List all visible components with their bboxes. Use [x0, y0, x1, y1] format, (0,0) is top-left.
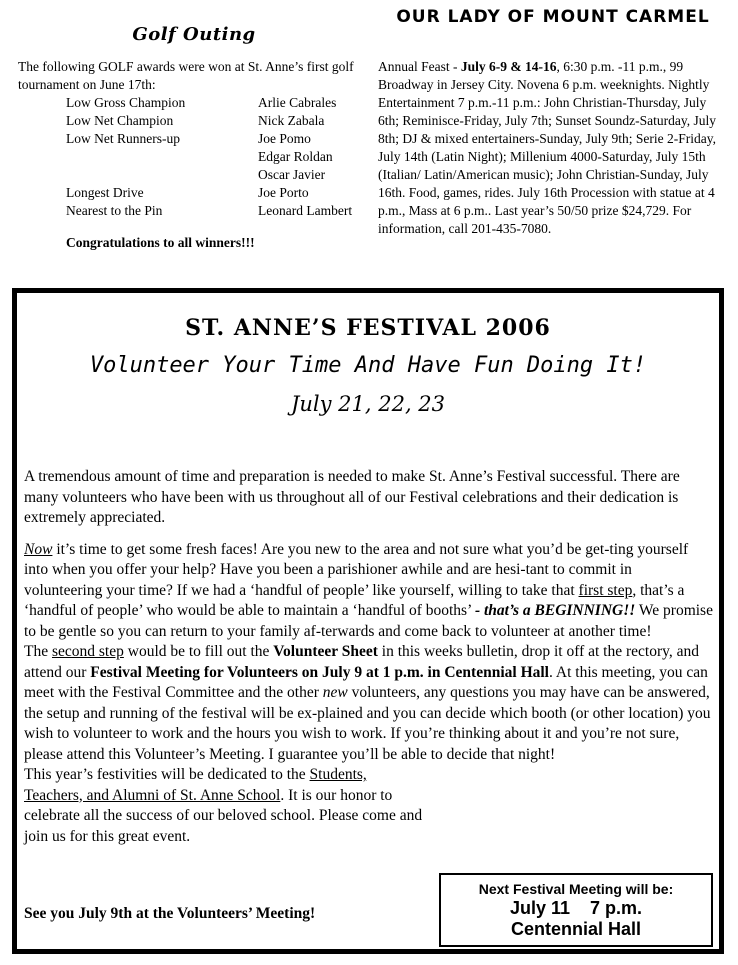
- olmc-details: , 6:30 p.m. -11 p.m., 99 Broadway in Jersey City. Novena 6 p.m. weeknights. Nightly Entertainment 7 p.m.-11 p.m.: John Christian-Thursday, July 6th; Reminisce-Friday, July 7th; Sunset Soundz-Saturday, July 8th; DJ & mixed entertainers-Sunday, July 9th; Serie 2-Friday, July 14th (Latin Night); Millenium 4000-Saturday, July 15th (Italian/ Latin/American music); John Christian-Sunday, July 16th. Food, games, rides. July 16th Procession with statue at 4 p.m., Mass at 6 p.m.. Last year’s 50/50 prize $24,729. For information, call 201-435-7080.: [378, 59, 716, 236]
- second-step-text: second step: [51, 643, 124, 660]
- award-name: Low Gross Champion: [66, 95, 186, 110]
- festival-dates: July 21, 22, 23: [290, 392, 446, 416]
- paragraph-text: in this weeks bulletin, drop it off at the rectory, and attend our: [24, 643, 700, 681]
- golf-outing-section: [18, 24, 370, 252]
- award-row: [66, 166, 370, 184]
- olmc-section: [378, 8, 728, 238]
- paragraph-text: it’s time to get some fresh faces! Are you new to the area and not sure what you’d be get-ting yourself into when you offer your help? Have you been a parishioner awhile and are hesi-tant to commit in volunteering your time? If we had a ‘handful of people’ like yourself, willing to take that: [24, 540, 689, 599]
- golf-outing-title: Golf Outing: [132, 24, 256, 45]
- olmc-body: [378, 58, 728, 238]
- paragraph-text: volunteers, any questions you may have can be answered, the setup and running of the festival will be ex-plained and you can decide which booth (or other location) you wish to volunteer to work and the hours you wish to work. If you’re thinking about it and you’re not sure, please attend this Volunteer’s Meeting. I guarantee you’ll be able to decide that night!: [24, 684, 711, 763]
- first-step-text: first step: [578, 581, 633, 599]
- award-row: [66, 202, 370, 220]
- volunteer-sheet-text: Volunteer Sheet: [273, 643, 378, 660]
- award-winner: Leonard Lambert: [258, 203, 353, 218]
- award-name: [66, 148, 258, 166]
- award-row: [66, 184, 370, 202]
- paragraph-text: . At this meeting, you can meet with the Festival Committee and the other: [24, 663, 708, 701]
- golf-intro: The following GOLF awards were won at St. Anne’s first golf tournament on June 17th:: [18, 59, 354, 92]
- next-meeting-label: Next Festival Meeting will be:: [478, 881, 674, 897]
- olmc-dates: July 6-9 & 14-16: [460, 59, 557, 74]
- next-meeting-when: July 11 7 p.m.: [509, 898, 643, 918]
- award-winner: Edgar Roldan: [258, 149, 333, 164]
- olmc-lead: Annual Feast -: [378, 59, 461, 74]
- paragraph-text: This year’s festivities will be dedicated to the: [24, 766, 310, 783]
- festival-closing: See you July 9th at the Volunteers’ Meeting!: [24, 905, 316, 922]
- beginning-emphasis: - that’s a BEGINNING!!: [474, 602, 636, 619]
- volunteer-meeting-text: Festival Meeting for Volunteers on July 9 at 1 p.m. in Centennial Hall: [90, 663, 549, 681]
- award-winner: Joe Pomo: [258, 131, 311, 146]
- new-emphasis: new: [322, 684, 348, 701]
- award-winner: Oscar Javier: [258, 167, 326, 182]
- award-row: [66, 130, 370, 148]
- next-meeting-where: Centennial Hall: [510, 919, 642, 939]
- paragraph-text: , that’s a ‘handful of people’ who would be able to maintain a ‘handful of booths’: [24, 581, 685, 619]
- award-row: [66, 94, 370, 112]
- award-name: [66, 166, 258, 184]
- golf-awards-list: [66, 94, 370, 220]
- paragraph-text: The: [24, 643, 52, 660]
- paragraph-text: We promise to be gentle so you can return to your family af-terwards and come back to volunteer at another time!: [24, 602, 713, 640]
- award-name: Low Net Champion: [66, 113, 174, 128]
- festival-title: ST. ANNE’S FESTIVAL 2006: [185, 315, 551, 341]
- paragraph-text: would be to fill out the: [123, 643, 274, 660]
- award-name: Low Net Runners-up: [66, 131, 180, 146]
- award-row: [66, 112, 370, 130]
- festival-paragraph-second-step: [24, 642, 714, 765]
- award-name: Nearest to the Pin: [66, 203, 163, 218]
- award-winner: Joe Porto: [258, 185, 309, 200]
- paragraph-text: . It is our honor to celebrate all the success of our beloved school. Please come and join us for this great event.: [24, 786, 423, 845]
- golf-congrats: Congratulations to all winners!!!: [66, 235, 255, 250]
- dedication-text: Students, Teachers, and Alumni of St. Anne School: [24, 766, 367, 804]
- now-emphasis: Now: [24, 540, 53, 558]
- award-name: Longest Drive: [66, 185, 144, 200]
- award-winner: Nick Zabala: [258, 113, 325, 128]
- festival-paragraph-intro: A tremendous amount of time and preparation is needed to make St. Anne’s Festival successful. There are many volunteers who have been with us throughout all of our Festival celebrations and their dedication is extremely appreciated.: [24, 468, 680, 526]
- festival-box: [12, 288, 724, 954]
- olmc-title: OUR LADY OF MOUNT CARMEL: [396, 7, 710, 27]
- festival-paragraph-dedication: [24, 765, 424, 847]
- next-meeting-box: [439, 873, 713, 947]
- festival-paragraph-now: [24, 540, 714, 643]
- festival-subtitle: Volunteer Your Time And Have Fun Doing It!: [89, 353, 647, 378]
- award-row: [66, 148, 370, 166]
- award-winner: Arlie Cabrales: [258, 95, 337, 110]
- festival-body: [24, 467, 714, 847]
